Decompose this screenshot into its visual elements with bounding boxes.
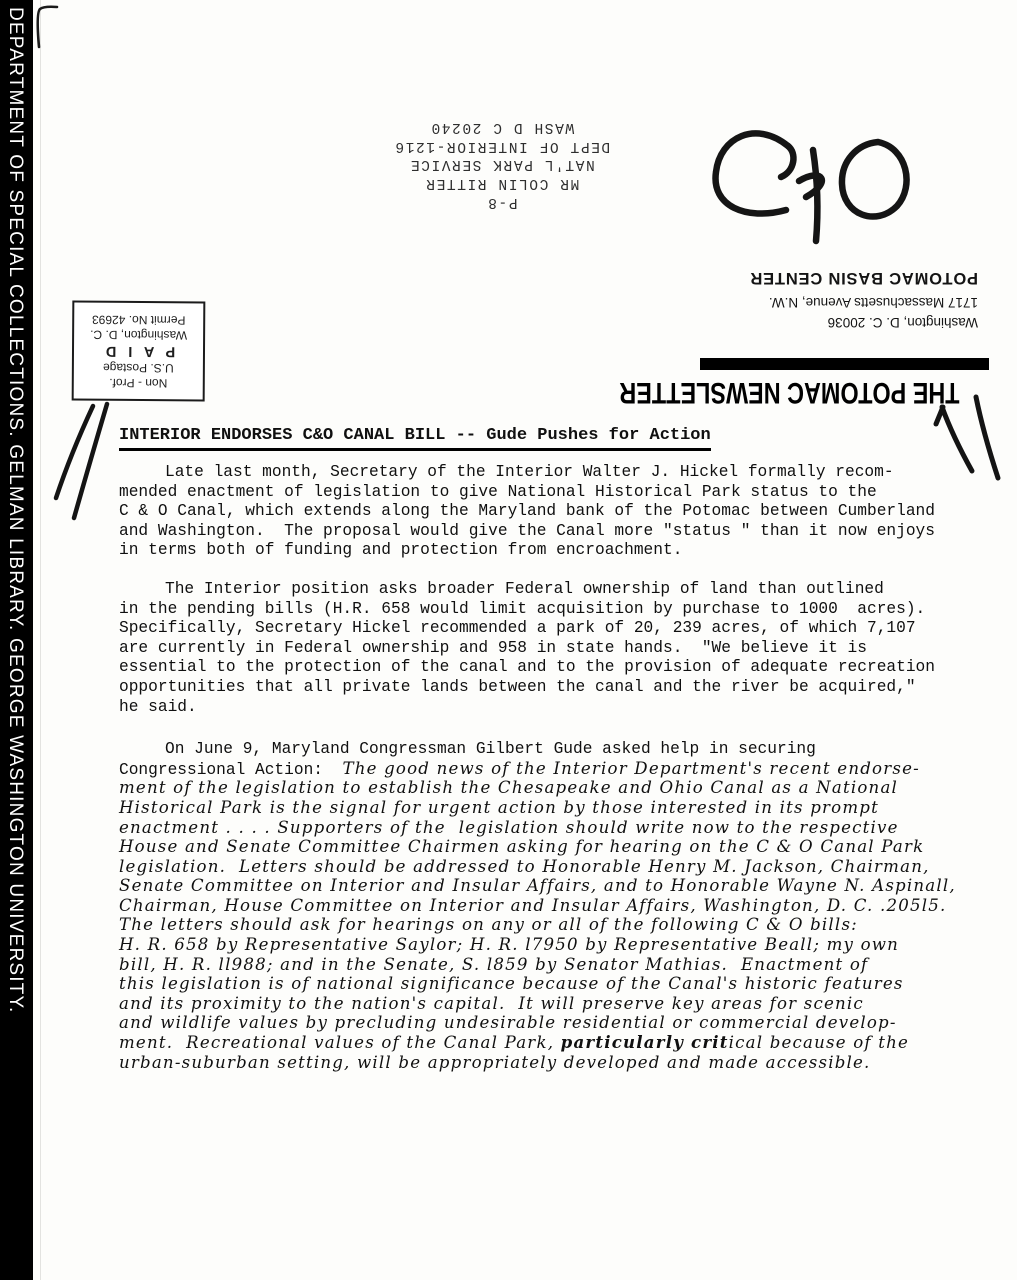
- text-segment: he said.: [119, 697, 197, 716]
- text-segment: H. R. 658 by Representative Saylor; H. R. l7950 by Representative Beall; my own: [119, 935, 900, 955]
- article-body: [119, 462, 967, 1072]
- text-segment: urban-suburban setting, will be appropriately developed and made accessible.: [119, 1052, 871, 1072]
- text-line: Non - Prof.: [109, 375, 168, 391]
- text-line: [119, 876, 967, 896]
- text-segment: opportunities that all private lands between the canal and the river be acquired,": [119, 677, 916, 696]
- text-segment: Senate Committee on Interior and Insular Affairs, and to Honorable Wayne N. Aspinall,: [119, 876, 956, 896]
- text-line: [119, 462, 967, 482]
- text-line: P A I D: [101, 342, 176, 360]
- text-line: [119, 638, 967, 658]
- text-segment: ical because of the: [728, 1033, 910, 1053]
- text-line: [119, 599, 967, 619]
- text-segment: essential to the protection of the canal and to the provision of adequate recreation: [119, 658, 935, 677]
- text-line: MR COLIN RITTER: [424, 175, 580, 192]
- text-line: [119, 935, 967, 955]
- postage-stamp-text: [74, 303, 204, 400]
- text-segment: ment of the legislation to establish the Chesapeake and Ohio Canal as a National: [119, 778, 899, 798]
- text-line: [119, 994, 967, 1014]
- text-line: [119, 974, 967, 994]
- return-address-block: [690, 268, 978, 332]
- page-edge-line: [40, 0, 41, 1280]
- text-segment: C & O Canal, which extends along the Maryland bank of the Potomac between Cumberland: [119, 502, 935, 521]
- text-segment: The good news of the Interior Department's recent endorse-: [342, 758, 920, 778]
- text-segment: Historical Park is the signal for urgent action by those interested in its prompt: [119, 797, 880, 817]
- text-line: P-8: [486, 193, 518, 210]
- text-line: Washington, D. C.: [90, 327, 188, 343]
- text-segment: particularly crit: [560, 1032, 729, 1053]
- text-line: [119, 759, 967, 779]
- text-segment: are currently in Federal ownership and 958 in state hands. "We believe it is: [119, 638, 867, 657]
- text-line: [119, 540, 967, 560]
- text-segment: House and Senate Committee Chairmen asking for hearing on the C & O Canal Park: [119, 837, 925, 857]
- text-line: [119, 501, 967, 521]
- newsletter-masthead: THE POTOMAC NEWSLETTER: [619, 376, 960, 409]
- text-segment: ment. Recreational values of the Canal Park,: [119, 1033, 561, 1053]
- text-segment: On June 9, Maryland Congressman Gilbert Gude asked help in securing: [165, 740, 816, 759]
- text-segment: mended enactment of legislation to give National Historical Park status to the: [119, 482, 877, 501]
- text-segment: and Washington. The proposal would give the Canal more "status " than it now enjoys: [119, 521, 935, 540]
- text-segment: Specifically, Secretary Hickel recommended a park of 20, 239 acres, of which 7,107: [119, 619, 916, 638]
- text-line: [119, 1033, 967, 1053]
- text-line: [119, 697, 967, 717]
- text-segment: and wildlife values by precluding undesirable residential or commercial develop-: [119, 1013, 897, 1033]
- text-line: DEPT OF INTERIOR-1216: [393, 137, 611, 154]
- text-line: WASH D C 20240: [429, 118, 575, 135]
- text-segment: The letters should ask for hearings on any or all of the following C & O bills:: [119, 915, 858, 935]
- text-line: [119, 818, 967, 838]
- text-line: U.S. Postage: [102, 360, 174, 376]
- text-segment: The Interior position asks broader Federal ownership of land than outlined: [165, 579, 884, 598]
- text-segment: and its proximity to the nation's capital. It will preserve key areas for scenic: [119, 993, 864, 1013]
- article-headline: INTERIOR ENDORSES C&O CANAL BILL -- Gude Pushes for Action: [119, 426, 711, 451]
- org-name: POTOMAC BASIN CENTER: [749, 269, 978, 287]
- text-line: [119, 677, 967, 697]
- text-segment: in the pending bills (H.R. 658 would limit acquisition by purchase to 1000 acres).: [119, 599, 926, 618]
- text-segment: bill, H. R. ll988; and in the Senate, S. l859 by Senator Mathias. Enactment of: [119, 954, 869, 974]
- text-line: [119, 618, 967, 638]
- text-line: NAT'L PARK SERVICE: [409, 156, 595, 173]
- text-line: [119, 521, 967, 541]
- text-segment: Late last month, Secretary of the Interior Walter J. Hickel formally recom-: [165, 463, 894, 481]
- text-line: [119, 657, 967, 677]
- text-segment: this legislation is of national significance because of the Canal's historic features: [119, 974, 904, 994]
- text-line: [119, 798, 967, 818]
- return-address-street: 1717 Massachusetts Avenue, N.W.: [768, 295, 978, 310]
- text-line: [119, 739, 967, 759]
- text-segment: enactment . . . . Supporters of the legislation should write now to the respective: [119, 817, 899, 837]
- text-line: Permit No. 42693: [91, 312, 186, 328]
- text-line: [119, 837, 967, 857]
- text-segment: in terms both of funding and protection from encroachment.: [119, 541, 683, 560]
- text-segment: legislation. Letters should be addressed to Honorable Henry M. Jackson, Chairman,: [119, 856, 930, 876]
- body-paragraph: [119, 739, 967, 1072]
- handwritten-co-mark-icon: [716, 133, 907, 241]
- return-address-city: Washington, D. C. 20036: [827, 315, 978, 330]
- article: [119, 426, 967, 1072]
- mailing-address-block: [378, 117, 626, 211]
- body-paragraph: [119, 462, 967, 560]
- text-line: [119, 857, 967, 877]
- slash-marks-icon: [56, 404, 107, 518]
- text-segment: Congressional Action:: [119, 760, 343, 779]
- text-line: [119, 579, 967, 599]
- text-line: [119, 1053, 967, 1073]
- postage-stamp-box: [72, 301, 206, 402]
- text-line: [119, 915, 967, 935]
- text-line: [119, 1013, 967, 1033]
- text-line: [119, 778, 967, 798]
- masthead-rule: [700, 358, 989, 370]
- body-paragraph: [119, 579, 967, 716]
- text-line: [119, 955, 967, 975]
- special-collections-bar: [0, 0, 33, 1280]
- special-collections-label: DEPARTMENT OF SPECIAL COLLECTIONS. GELMAN LIBRARY. GEORGE WASHINGTON UNIVERSITY.: [5, 7, 26, 1014]
- text-line: [119, 482, 967, 502]
- text-line: [119, 896, 967, 916]
- text-segment: Chairman, House Committee on Interior and Insular Affairs, Washington, D. C. .205l5.: [119, 895, 947, 915]
